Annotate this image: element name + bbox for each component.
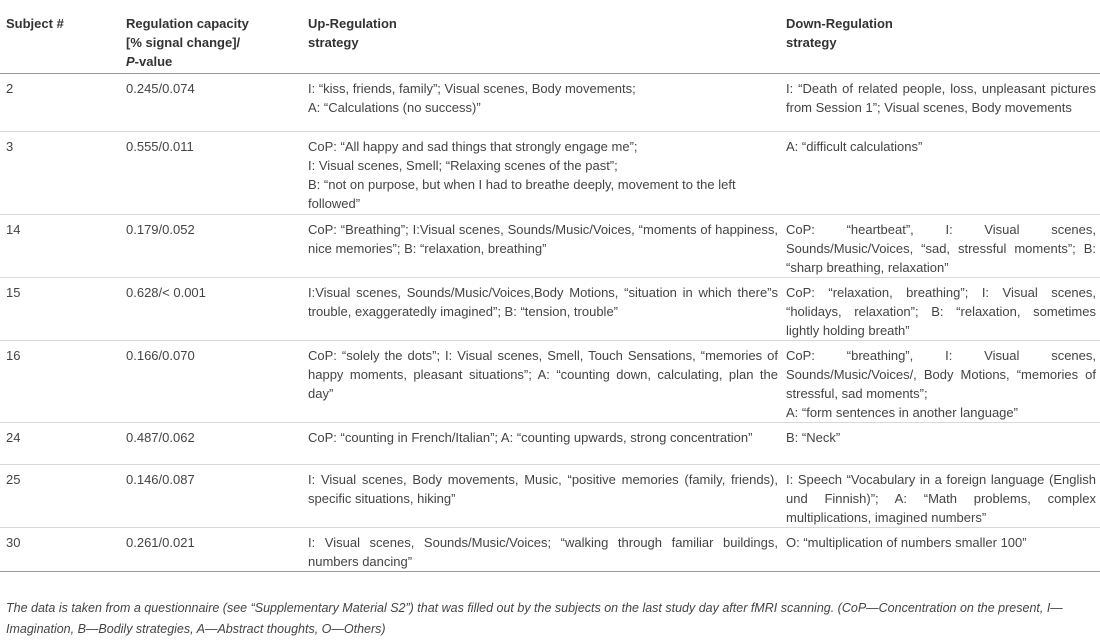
cell-down-strategy: B: “Neck”: [782, 422, 1100, 464]
table-row: [0, 422, 1100, 464]
table-row: [0, 131, 1100, 214]
table-row: [0, 527, 1100, 571]
cell-up-strategy: I:Visual scenes, Sounds/Music/Voices,Body Motions, “situation in which there”s trouble, exaggeratedly imagined”; B: “tension, trouble”: [304, 277, 782, 340]
cell-up-strategy: CoP: “All happy and sad things that strongly engage me”; I: Visual scenes, Smell; “Relaxing scenes of the past”; B: “not on purpose, but when I had to breathe deeply, movement to the left followed”: [304, 131, 782, 214]
cell-subject: 15: [0, 277, 122, 340]
cell-down-strategy: CoP: “heartbeat”, I: Visual scenes, Sounds/Music/Voices, “sad, stressful moments”; B: “sharp breathing, relaxation”: [782, 214, 1100, 277]
cell-capacity: 0.166/0.070: [122, 340, 304, 422]
cell-up-strategy: I: Visual scenes, Body movements, Music, “positive memories (family, friends), specific situations, hiking”: [304, 464, 782, 527]
cell-up-strategy: CoP: “solely the dots”; I: Visual scenes, Smell, Touch Sensations, “memories of happy moments, pleasant situations”; A: “counting down, calculating, plan the day”: [304, 340, 782, 422]
table-header-row: [0, 0, 1100, 73]
table-footnote: The data is taken from a questionnaire (see “Supplementary Material S2”) that was filled out by the subjects on the last study day after fMRI scanning. (CoP—Concentration on the present, I—Imagination, B—Bodily strategies, A—Abstract thoughts, O—Others): [6, 601, 1063, 636]
cell-capacity: 0.487/0.062: [122, 422, 304, 464]
cell-subject: 16: [0, 340, 122, 422]
table-row: [0, 73, 1100, 131]
cell-down-strategy: I: “Death of related people, loss, unpleasant pictures from Session 1”; Visual scenes, Body movements: [782, 73, 1100, 131]
table-row: [0, 277, 1100, 340]
table-row: [0, 214, 1100, 277]
cell-subject: 3: [0, 131, 122, 214]
header-regulation-capacity: Regulation capacity [% signal change]/ P-value: [122, 0, 304, 73]
cell-subject: 30: [0, 527, 122, 571]
cell-subject: 2: [0, 73, 122, 131]
cell-down-strategy: A: “difficult calculations”: [782, 131, 1100, 214]
cell-down-strategy: CoP: “relaxation, breathing”; I: Visual scenes, “holidays, relaxation”; B: “relaxation, sometimes lightly holding breath”: [782, 277, 1100, 340]
cell-subject: 24: [0, 422, 122, 464]
cell-capacity: 0.179/0.052: [122, 214, 304, 277]
cell-down-strategy: CoP: “breathing”, I: Visual scenes, Sounds/Music/Voices/, Body Motions, “memories of stressful, sad moments”; A: “form sentences in another language”: [782, 340, 1100, 422]
cell-down-strategy: I: Speech “Vocabulary in a foreign language (English und Finnish)”; A: “Math problems, complex multiplications, imagined numbers”: [782, 464, 1100, 527]
header-subject: Subject #: [0, 0, 122, 73]
cell-subject: 25: [0, 464, 122, 527]
p-italic: P: [126, 54, 135, 69]
cell-capacity: 0.146/0.087: [122, 464, 304, 527]
cell-subject: 14: [0, 214, 122, 277]
header-down-regulation: Down-Regulation strategy: [782, 0, 1100, 73]
cell-up-strategy: CoP: “Breathing”; I:Visual scenes, Sounds/Music/Voices, “moments of happiness, nice memories”; B: “relaxation, breathing”: [304, 214, 782, 277]
cell-up-strategy: CoP: “counting in French/Italian”; A: “counting upwards, strong concentration”: [304, 422, 782, 464]
cell-capacity: 0.245/0.074: [122, 73, 304, 131]
header-up-regulation: Up-Regulation strategy: [304, 0, 782, 73]
table-row: [0, 464, 1100, 527]
cell-capacity: 0.555/0.011: [122, 131, 304, 214]
cell-up-strategy: I: “kiss, friends, family”; Visual scenes, Body movements; A: “Calculations (no success)”: [304, 73, 782, 131]
cell-capacity: 0.628/< 0.001: [122, 277, 304, 340]
table-row: [0, 340, 1100, 422]
cell-up-strategy: I: Visual scenes, Sounds/Music/Voices; “walking through familiar buildings, numbers dancing”: [304, 527, 782, 571]
cell-capacity: 0.261/0.021: [122, 527, 304, 571]
cell-down-strategy: O: “multiplication of numbers smaller 100”: [782, 527, 1100, 571]
